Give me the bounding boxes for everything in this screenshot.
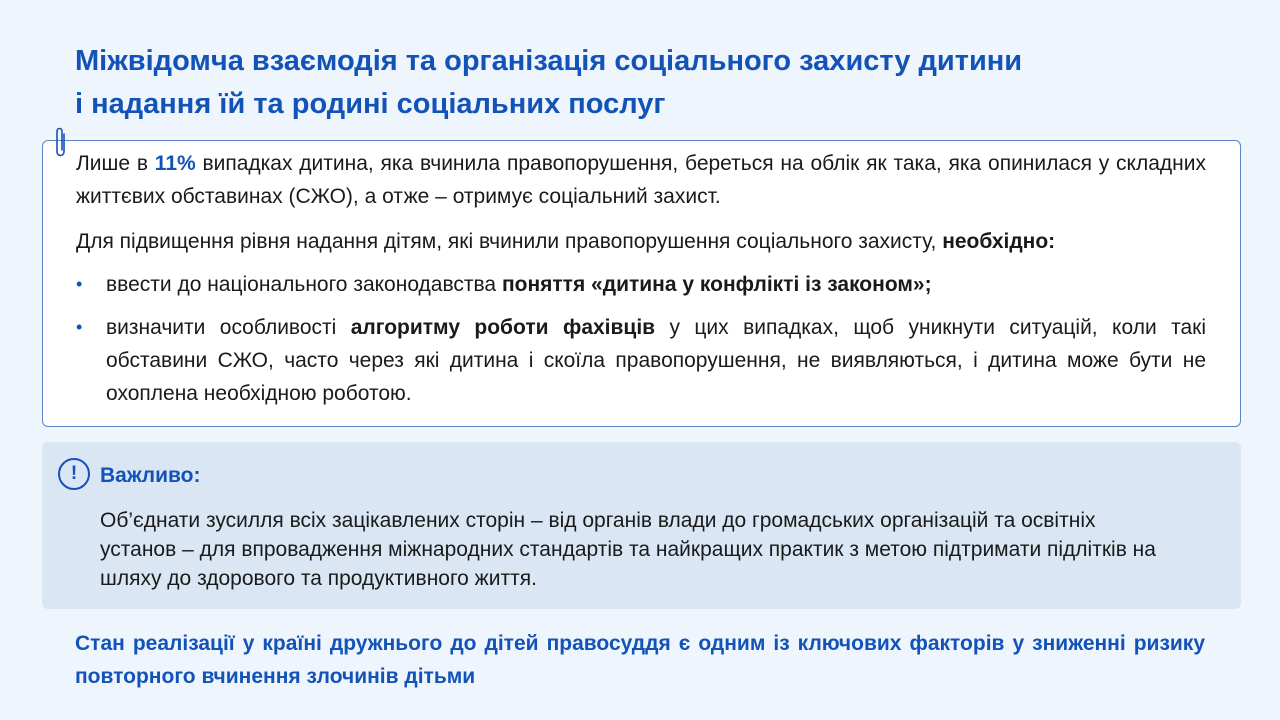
list-item-bold: поняття «дитина у конфлікті із законом»; [501,273,932,296]
requirements-list [76,268,1206,410]
statistic-paragraph [76,147,1206,213]
list-item-text-before: визначити особливості [106,316,351,339]
requirement-text: Для підвищення рівня надання дітям, які вчинили правопорушення соціального захисту, [76,230,943,253]
list-item-text-after: у цих випадках, щоб уникнути ситуацій, коли такі обставини СЖО, часто через які дитина і скоїла правопорушення, не виявляються, і дитина може бути не охоплена необхідною роботою. [106,316,1206,405]
statistic-text-before: Лише в [76,152,155,175]
conclusion-text: Стан реалізації у країні дружнього до дітей правосуддя є одним із ключових факторів у зниженні ризику повторного вчинення злочинів дітьми [75,632,1205,688]
requirement-bold: необхідно: [942,230,1056,253]
bullet-icon: • [76,274,83,294]
bullet-icon: • [76,317,83,337]
important-box [42,442,1241,609]
statistic-text-after: випадках дитина, яка вчинила правопорушення, береться на облік як така, яка опинилася у складних життєвих обставинах (СЖО), а отже – отримує соціальний захист. [76,152,1206,208]
title-line-1: Міжвідомча взаємодія та організація соціального захисту дитини [75,45,1023,77]
title-line-2: і надання їй та родині соціальних послуг [75,88,666,120]
page-title [75,40,1225,126]
list-item-bold: алгоритму роботи фахівців [350,316,656,339]
list-item-text: ввести до національного законодавства [106,273,502,296]
list-item [76,311,1206,410]
statistic-percentage: 11% [154,152,196,175]
important-text: Об’єднати зусилля всіх зацікавлених сторін – від органів влади до громадських організацій та освітніх установ – для впровадження міжнародних стандартів та найкращих практик з метою підтримати підлітків на шляху до здорового та продуктивного життя. [100,509,1156,590]
important-label: Важливо: [100,464,201,487]
exclamation-circle-icon: ! [58,458,90,490]
info-box-content [76,147,1206,410]
info-box [42,140,1241,427]
paperclip-icon [53,124,69,160]
requirement-paragraph [76,225,1206,258]
list-item [76,268,1206,301]
